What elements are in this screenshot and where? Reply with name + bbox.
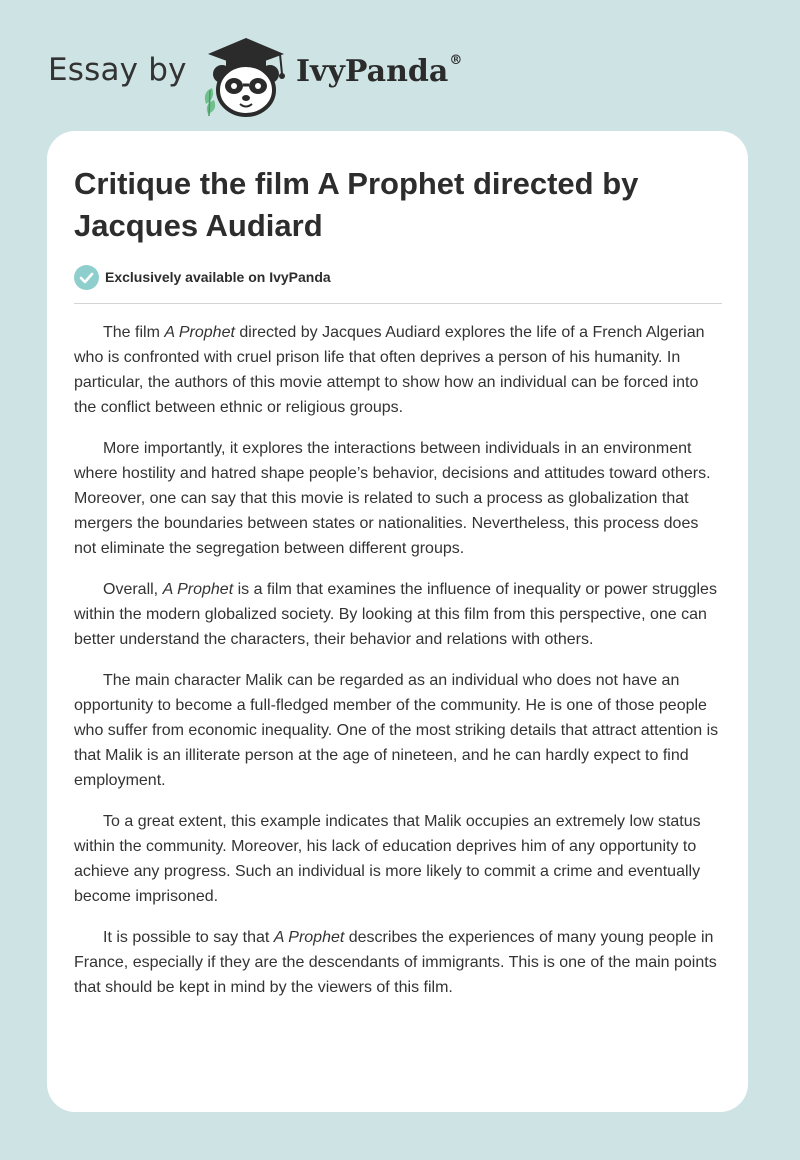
- paragraph-4: The main character Malik can be regarded as an individual who does not have an opportunity to become a full-fledged member of the community. He is one of those people who suffer from economic inequality. One of the most striking details that attract attention is that Malik is an illiterate person at the age of nineteen, and he can hardly expect to find employment.: [74, 672, 719, 789]
- registered-mark: ®: [449, 53, 463, 68]
- exclusive-badge: [74, 264, 331, 290]
- essay-by-label: Essay by: [48, 52, 187, 88]
- paragraph-3: Overall, A Prophet is a film that examines the influence of inequality or power struggles within the modern globalized society. By looking at this film from this perspective, one can better understand the characters, their behavior and relations with others.: [74, 581, 717, 648]
- brand-wordmark: IvyPanda: [296, 54, 449, 89]
- essay-card: [47, 131, 748, 1112]
- site-header: [48, 28, 548, 118]
- divider: [74, 303, 722, 304]
- paragraph-2: More importantly, it explores the interactions between individuals in an environment where hostility and hatred shape people’s behavior, decisions and attitudes toward others. Moreover, one can say that this movie is related to such a process as globalization that mergers the boundaries between states or nationalities. Nevertheless, this process does not eliminate the segregation between different groups.: [74, 440, 711, 557]
- paragraph-5: To a great extent, this example indicates that Malik occupies an extremely low status within the community. Moreover, his lack of education deprives him of any opportunity to achieve any progress. Such an individual is more likely to commit a crime and eventually become imprisoned.: [74, 813, 701, 905]
- badge-label: Exclusively available on IvyPanda: [105, 269, 331, 285]
- check-circle-icon: [74, 265, 99, 290]
- paragraph-1: The film A Prophet directed by Jacques Audiard explores the life of a French Algerian who is confronted with cruel prison life that often deprives a person of his humanity. In particular, the authors of this movie attempt to show how an individual can be forced into the conflict between ethnic or religious groups.: [74, 324, 705, 416]
- brand-name[interactable]: [296, 54, 462, 89]
- paragraph-6: It is possible to say that A Prophet describes the experiences of many young people in France, especially if they are the descendants of immigrants. This is one of the main points that should be kept in mind by the viewers of this film.: [74, 929, 717, 996]
- page-title: Critique the film A Prophet directed by Jacques Audiard: [74, 166, 639, 243]
- essay-body: [74, 320, 724, 1016]
- panda-graduate-icon[interactable]: [200, 34, 292, 118]
